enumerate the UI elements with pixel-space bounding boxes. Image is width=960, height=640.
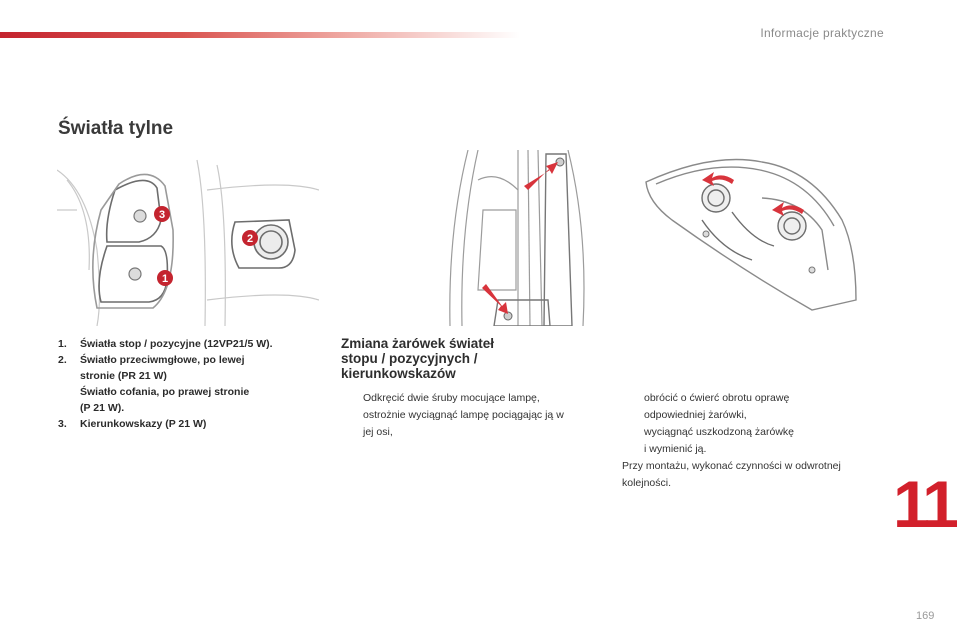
bullet-icon: [341, 407, 363, 441]
step-text-line: jej osi,: [363, 426, 393, 438]
page-number: 169: [916, 610, 935, 622]
legend-text-line: Światło cofania, po prawej stronie: [80, 386, 250, 398]
subsection-title-line: kierunkowskazów: [341, 366, 456, 381]
callout-2: 2: [246, 233, 254, 245]
step-text-line: obrócić o ćwierć obrotu oprawę: [644, 392, 790, 404]
bullet-icon: [622, 390, 644, 424]
note-line: kolejności.: [622, 477, 672, 489]
step-text-line: ostrożnie wyciągnąć lampę pociągając ją w: [363, 409, 564, 421]
legend-item-1: [58, 336, 320, 352]
step-item: [622, 390, 897, 424]
callout-3: 3: [158, 209, 166, 221]
legend-text-line: (P 21 W).: [80, 402, 125, 414]
subsection-title: [341, 336, 561, 381]
step-item: [341, 390, 609, 407]
step-text-line: odpowiedniej żarówki,: [644, 409, 747, 421]
lamp-screws-illustration: [438, 150, 603, 326]
steps-right: [622, 390, 897, 492]
legend-text-line: Kierunkowskazy (P 21 W): [80, 418, 207, 430]
page-title: Światła tylne: [58, 118, 174, 139]
callout-1: 1: [161, 273, 169, 285]
step-text-line: wyciągnąć uszkodzoną żarówkę: [644, 426, 794, 438]
legend-text-line: stronie (PR 21 W): [80, 370, 167, 382]
legend-text-line: Światła stop / pozycyjne (12VP21/5 W).: [80, 338, 273, 350]
subsection-title-line: Zmiana żarówek świateł: [341, 336, 495, 351]
subsection-title-line: stopu / pozycyjnych /: [341, 351, 478, 366]
legend-number: 3.: [58, 418, 67, 430]
step-item: [341, 407, 609, 441]
step-item: [622, 424, 897, 458]
header-accent-bar: [0, 32, 520, 38]
legend-item-3: [58, 416, 320, 432]
bullet-icon: [341, 390, 363, 407]
legend-text-line: Światło przeciwmgłowe, po lewej: [80, 354, 245, 366]
steps-middle: [341, 390, 609, 441]
step-text-line: i wymienić ją.: [644, 443, 707, 455]
legend-item-2: [58, 352, 320, 416]
note-line: Przy montażu, wykonać czynności w odwrotnej: [622, 460, 841, 472]
rear-lamp-bulbs-illustration: [57, 150, 319, 326]
bulb-holder-illustration: [642, 150, 862, 326]
bulb-legend: [58, 336, 320, 432]
legend-number: 1.: [58, 338, 67, 350]
section-label: Informacje praktyczne: [760, 26, 884, 40]
chapter-number: 11: [893, 467, 955, 541]
legend-number: 2.: [58, 354, 67, 366]
step-text-line: Odkręcić dwie śruby mocujące lampę,: [363, 392, 540, 404]
bullet-icon: [622, 424, 644, 458]
